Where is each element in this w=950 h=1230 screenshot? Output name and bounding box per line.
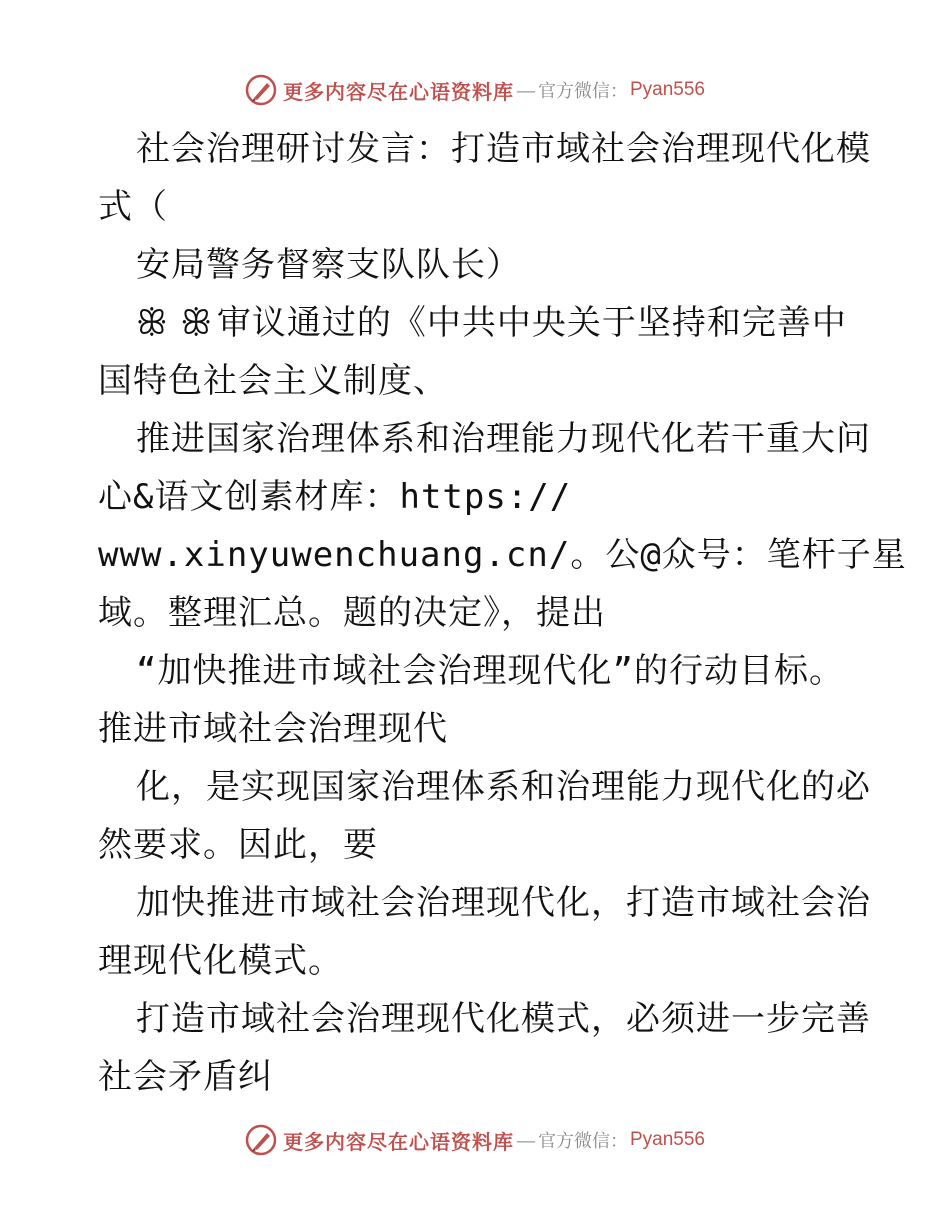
text-line-content: 推进市域社会治理现代 xyxy=(98,709,448,749)
text-line-content: 加快推进市域社会治理现代化，打造市域社会治 xyxy=(136,883,871,923)
text-line-content: 审议通过的《中共中央关于坚持和完善中 xyxy=(216,303,847,343)
text-line xyxy=(98,758,871,816)
text-line xyxy=(98,120,871,178)
text-line xyxy=(98,294,858,352)
text-line-content: 国特色社会主义制度、 xyxy=(98,361,448,401)
text-line-content: www.xinyuwenchuang.cn/。公@众号：笔杆子星 xyxy=(98,535,907,575)
text-line-content: 心&语文创素材库：https:// xyxy=(98,477,572,517)
text-line-content: 社会矛盾纠 xyxy=(98,1057,273,1097)
text-line-content: 域。整理汇总。题的决定》，提出 xyxy=(98,593,606,633)
banner-wechat-id: Pyan556 xyxy=(629,79,705,100)
text-line xyxy=(98,642,858,700)
text-line-content: 式（ xyxy=(98,187,168,227)
text-line-content: 安局警务督察支队队长） xyxy=(136,245,521,285)
text-line xyxy=(98,584,858,642)
text-line xyxy=(98,468,858,526)
text-line xyxy=(98,874,871,932)
text-line xyxy=(98,700,858,758)
banner-wechat-id: Pyan556 xyxy=(629,1129,705,1150)
banner-wechat-label: 官方微信： xyxy=(537,81,628,102)
banner-text: 更多内容尽在心语资料库 xyxy=(282,79,514,104)
text-line xyxy=(98,526,907,584)
text-line xyxy=(98,1048,858,1106)
decorative-ornament-icon: ꕥ ꕥ xyxy=(136,303,213,343)
text-line xyxy=(98,352,858,410)
text-line-content: 理现代化模式。 xyxy=(98,941,343,981)
quill-pen-logo-icon xyxy=(245,1124,277,1156)
text-line-content: 推进国家治理体系和治理能力现代化若干重大问 xyxy=(136,419,871,459)
quill-pen-logo-icon xyxy=(245,74,277,106)
footer-banner xyxy=(0,1120,950,1160)
text-line xyxy=(98,410,871,468)
text-line-content: 然要求。因此，要 xyxy=(98,825,378,865)
banner-separator: — xyxy=(515,78,536,102)
banner-text: 更多内容尽在心语资料库 xyxy=(282,1129,514,1154)
text-line xyxy=(98,816,858,874)
text-line-content: “加快推进市域社会治理现代化”的行动目标。 xyxy=(136,651,844,691)
document-body xyxy=(98,120,907,1106)
header-banner xyxy=(0,70,950,110)
banner-separator: — xyxy=(515,1128,536,1152)
text-line xyxy=(98,990,871,1048)
text-line xyxy=(98,178,858,236)
text-line xyxy=(98,236,858,294)
banner-wechat-label: 官方微信： xyxy=(537,1131,628,1152)
text-line-content: 化，是实现国家治理体系和治理能力现代化的必 xyxy=(136,767,871,807)
text-line-content: 打造市域社会治理现代化模式，必须进一步完善 xyxy=(136,999,871,1039)
text-line-content: 社会治理研讨发言：打造市域社会治理现代化模 xyxy=(136,129,871,169)
text-line xyxy=(98,932,858,990)
